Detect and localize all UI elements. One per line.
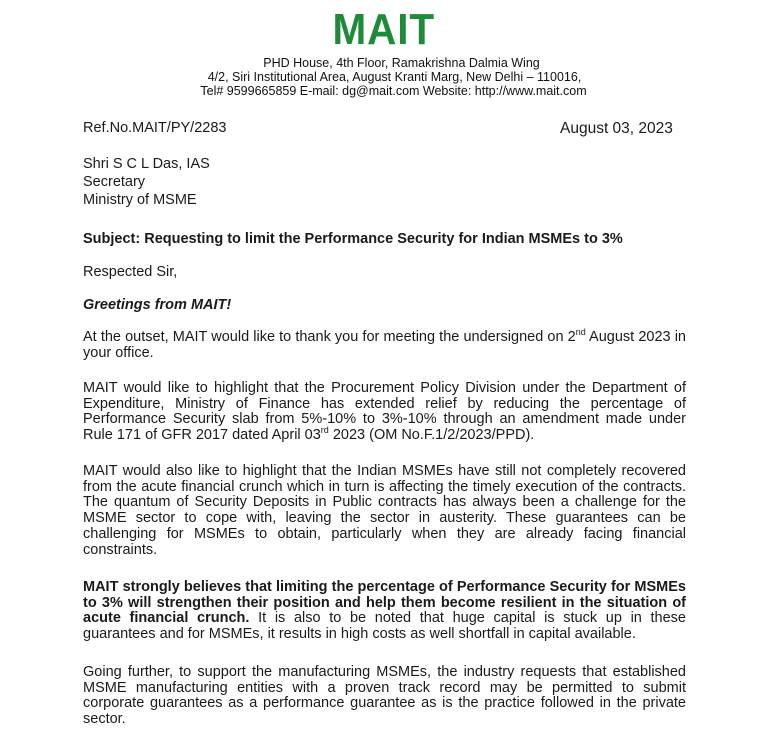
paragraph-4-bold: MAIT strongly believes that limiting the percentage of Performance Security for MSMEs to 3% will strengthen their position and help them become resilient in the situation of acute financial crunch.: [83, 579, 686, 627]
letter-date: August 03, 2023: [560, 120, 673, 137]
letterhead-logo: [0, 5, 767, 54]
paragraph-3: MAIT would also like to highlight that the Indian MSMEs have still not completely recovered from the acute financial crunch which in turn is affecting the timely execution of the contracts. The quantum of Security Deposits in Public contracts has always been a challenge for the MSME sector to cope with, leaving the sector in austerity. These guarantees can be challenging for MSMEs to obtain, particularly when they are already facing financial constraints.: [83, 463, 686, 558]
paragraph-2-sup: rd: [320, 425, 329, 436]
paragraph-5: Going further, to support the manufacturing MSMEs, the industry requests that established MSME manufacturing entities with a proven track record may be permitted to submit corporate guarantees as a performance guarantee as is the practice followed in the private sector.: [83, 664, 686, 728]
address-line-1: PHD House, 4th Floor, Ramakrishna Dalmia Wing: [263, 56, 540, 70]
paragraph-2-text-a: MAIT would like to highlight that the Procurement Policy Division under the Department of Expenditure, Ministry of Finance has extended relief by reducing the percentage of Performance Security slab from 5%-10% to 3%-10% through an amendment made under Rule 171 of GFR 2017 dated April 03: [83, 380, 686, 444]
recipient-name: Shri S C L Das, IAS: [83, 156, 210, 172]
address-line-2: 4/2, Siri Institutional Area, August Kranti Marg, New Delhi – 110016,: [207, 70, 582, 84]
subject-line: Subject: Requesting to limit the Performance Security for Indian MSMEs to 3%: [83, 231, 623, 247]
address-line-3: Tel# 9599665859 E-mail: dg@mait.com Website: http://www.mait.com: [200, 84, 587, 98]
recipient-ministry: Ministry of MSME: [83, 192, 197, 208]
paragraph-1-text-a: At the outset, MAIT would like to thank you for meeting the undersigned on 2: [83, 329, 576, 345]
greeting: Greetings from MAIT!: [83, 297, 232, 313]
recipient-block: [83, 155, 210, 209]
paragraph-4: [83, 580, 686, 643]
paragraph-1: [83, 327, 686, 361]
paragraph-1-text-b: August 2023 in your office.: [83, 329, 686, 361]
paragraph-4-rest: It is also to be noted that huge capital is stuck up in these guarantees and for MSMEs, it results in high costs as well shortfall in capital available.: [83, 610, 686, 643]
salutation: Respected Sir,: [83, 264, 178, 280]
reference-number: Ref.No.MAIT/PY/2283: [83, 120, 227, 136]
mait-logo-text: MAIT: [332, 5, 435, 54]
paragraph-2: [83, 381, 686, 444]
recipient-designation: Secretary: [83, 174, 146, 190]
paragraph-1-sup: nd: [575, 327, 586, 338]
paragraph-2-text-b: 2023 (OM No.F.1/2/2023/PPD).: [328, 427, 535, 444]
